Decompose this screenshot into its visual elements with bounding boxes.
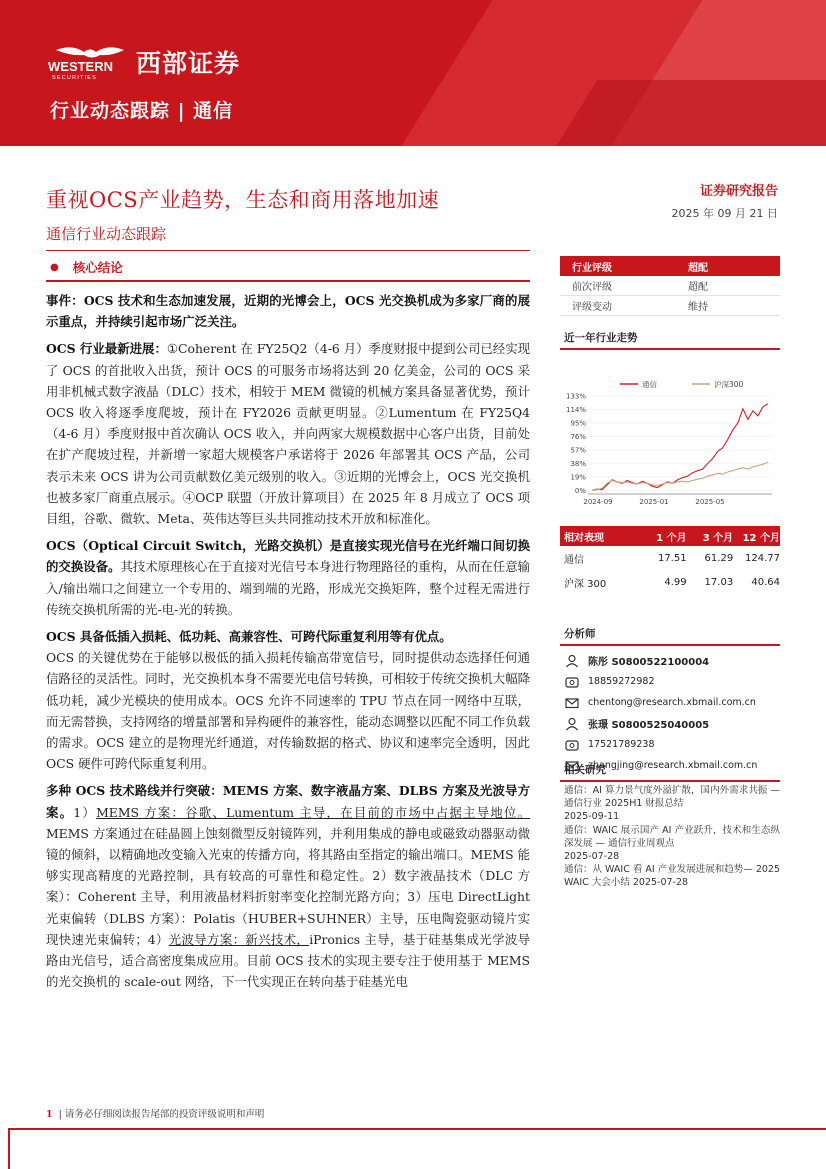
definition-paragraph [46,535,530,620]
y-tick-label: 133% [565,392,586,401]
performance-value: 61.29 [704,552,734,564]
tech-route-paragraph [46,780,530,992]
analyst-email-text[interactable]: chentong@research.xbmail.com.cn [588,697,756,708]
rating-table [560,256,780,316]
rating-row-value: 维持 [688,302,708,313]
related-item-date: 2025-07-28 [564,851,620,863]
tech-route-waveguide: 光波导方案：新兴技术， [168,931,310,947]
performance-value: 40.64 [751,576,780,588]
advantage-body-paragraph [46,647,530,774]
analyst-phone-text: 17521789238 [588,739,655,750]
analyst-phone [560,671,780,692]
section-divider [560,780,780,782]
phone-icon [564,674,580,690]
related-item-text[interactable]: 通信：WAIC 展示国产 AI 产业跃升，技术和生态纵深发展 — 通信行业周观点 [564,824,780,849]
related-item[interactable] [560,784,780,824]
trend-chart [560,350,780,520]
tech-route-mems: MEMS 方案：谷歌、Lumentum 主导，在目前的市场中占据主导地位。 [96,804,531,820]
legend-label: 沪深300 [714,380,744,389]
related-heading: 相关研究 [564,764,606,776]
report-category: 行业动态跟踪 | 通信 [50,100,234,122]
analyst-section [560,626,780,776]
person-icon [564,716,580,732]
analyst-name-text: 张璟 S0800525040005 [588,720,710,731]
advantage-lead: OCS 具备低插入损耗、低功耗、高兼容性、可跨代际重复利用等有优点。 [46,629,452,645]
analyst-email-text[interactable]: zhangjing@research.xbmail.com.cn [588,760,758,771]
page-footer [46,1106,264,1120]
analyst-name [560,713,780,734]
rating-row-label: 评级变动 [572,302,612,313]
logo-en-sub: SECURITIES [52,75,98,80]
report-date: 2025 年 09 月 21 日 [671,207,778,220]
x-tick-label: 2025-01 [639,498,669,506]
y-tick-label: 57% [570,446,586,455]
bull-logo-icon [46,44,132,80]
section-heading-text: 核心结论 [72,260,123,275]
trend-chart-section [560,330,780,524]
performance-value: 4.99 [664,576,687,588]
rating-header-value: 超配 [688,262,708,274]
bullet-icon: ● [50,261,59,273]
logo-mark [46,44,132,80]
analyst-email[interactable] [560,692,780,713]
performance-value: 17.51 [657,552,687,564]
progress-lead: OCS 行业最新进展： [46,341,167,357]
rating-row [560,296,780,316]
related-item-date: 2025-09-11 [564,811,620,823]
performance-header-cell: 1 个月 [656,532,687,544]
footer-disclaimer: | 请务必仔细阅读报告尾部的投资评级说明和声明 [58,1109,265,1120]
performance-name: 通信 [564,554,584,566]
y-tick-label: 114% [565,405,586,414]
x-tick-label: 2024-09 [583,498,613,506]
footer-rule [8,1128,826,1130]
company-logo [46,42,240,82]
analyst-phone-text: 18859272982 [588,676,655,687]
advantage-paragraph [46,626,530,647]
legend-label: 通信 [642,380,657,389]
person-icon [564,653,580,669]
rating-header-label: 行业评级 [572,262,612,274]
performance-header-cell: 相对表现 [564,532,604,544]
mail-icon [564,695,580,711]
tech-route-lead: 多种 OCS 技术路线并行突破：MEMS 方案、数字液晶方案、DLBS 方案及光波导方案。 [46,783,530,820]
performance-value: 17.03 [704,576,734,588]
y-tick-label: 19% [570,473,586,482]
event-paragraph [46,290,530,332]
x-tick-label: 2025-05 [695,498,725,506]
performance-row [560,570,780,594]
trend-chart-title: 近一年行业走势 [564,332,638,344]
performance-header-cell: 3 个月 [702,532,734,544]
rating-row-value: 超配 [688,282,708,293]
performance-value: 124.77 [744,552,780,564]
report-title: 重视OCS产业趋势，生态和商用落地加速 [46,188,440,212]
tech-route-c: iPronics 主导，基于硅基集成光学波导路由光信号，适合高密度集成应用。目前 OCS 技术的实现主要专注于使用基于 MEMS 的光交换机的 scale-out 网络，下一代实现正在转向基于硅基光电 [46,931,530,990]
series-line [592,462,768,490]
related-item[interactable] [560,863,780,889]
advantage-body: OCS 的关键优势在于能够以极低的插入损耗传输高带宽信号，同时提供动态选择任何通信路径的灵活性。同时，光交换机本身不需要光电信号转换，可相较于传统交换机大幅降低功耗，减少光模块的使用成本。OCS 允许不同速率的 TPU 节点在同一网络中互联，而无需替换，支持网络的增量部署和异构硬件的兼容性，能动态调整以匹配不同工作负载的需求。OCS 建立的是物理光纤通道，对传输数据的格式、协议和速率完全透明，因此 OCS 硬件可跨代际重复利用。 [46,650,530,772]
y-tick-label: 0% [574,486,586,495]
related-item-text[interactable]: 通信：AI 算力景气度外溢扩散，国内外需求共振 — 通信行业 2025H1 财报总结 [564,785,780,810]
progress-body: ①Coherent 在 FY25Q2（4-6 月）季度财报中提到公司已经实现了 OCS 的首批收入出货，预计 OCS 的可服务市场将达到 20 亿美金，公司的 OCS 采用非机械式数字液晶（DLC）技术，相较于 MEM 微镜的机械方案具备显著优势，预计 OCS 收入将逐季度爬坡，预计在 FY2026 贡献更明显。②Lumentum 在 FY25Q4（4-6 月）季度财报中首次确认 OCS 收入，并向两家大规模数据中心客户出货，目前处在扩产爬坡过程，并新增一家超大规模客户承诺将于 2026 年部署其 OCS 产品，公司表示未来 OCS 讲为公司贡献数亿美元级别的收入。③近期的光博会上，OCS 光交换机也被多家厂商重点展示。④OCP 联盟（开放计算项目）在 2025 年 8 月成立了 OCS 项目组，谷歌、微软、Meta、英伟达等巨头共同推动技术开放和标准化。 [46,341,531,527]
definition-lead: OCS（Optical Circuit Switch，光路交换机）是直接实现光信号在光纤端口间切换的交换设备。 [46,538,530,575]
related-item-date: 2025-07-28 [632,877,689,889]
event-text: 事件：OCS 技术和生态加速发展，近期的光博会上，OCS 光交换机成为多家厂商的展示重点，并持续引起市场广泛关注。 [46,293,530,330]
phone-icon [564,737,580,753]
title-divider [46,250,530,251]
performance-header-row [560,526,780,546]
header-banner [0,0,826,146]
section-heading [46,256,530,278]
performance-name: 沪深 300 [564,578,607,590]
analyst-heading: 分析师 [564,628,596,640]
analyst-phone [560,734,780,755]
performance-header-cell: 12 个月 [742,532,780,544]
doc-type: 证券研究报告 [699,184,778,199]
performance-row [560,546,780,570]
tech-route-b: MEMS 方案通过在硅晶圆上蚀刻微型反射镜阵列，并利用集成的静电或磁致动器驱动微镜的倾斜，以精确地改变输入光束的传播方向，将其路由至指定的输出端口。MEMS 能够实现高精度的光路控制，具有较高的可靠性和稳定性。2）数字液晶技术（DLC 方案）：Coherent 主导，利用液晶材料折射率变化控制光路方向；3）压电 DirectLight 光束偏转（DLBS 方案）：Polatis（HUBER+SUHNER）主导，压电陶瓷驱动镜片实现快速光束偏转；4） [46,825,530,947]
related-research-section [560,762,780,890]
definition-body: 其技术原理核心在于直接对光信号本身进行物理路径的重构，从而在任意输入/输出端口之间建立一个专用的、端到端的光路，形成光交换矩阵，整个过程无需进行传统交换机所需的光-电-光的转换。 [46,559,531,617]
analyst-name-text: 陈彤 S0800522100004 [588,657,710,668]
analyst-name [560,650,780,671]
tech-route-a: 1） [73,804,97,820]
section-divider [46,280,530,282]
rating-row-label: 前次评级 [572,282,612,293]
y-tick-label: 76% [570,432,586,441]
series-line [592,404,768,491]
main-column [46,256,530,993]
y-tick-label: 38% [570,459,586,468]
footer-rule-vertical [8,1128,10,1169]
rating-row [560,276,780,296]
progress-paragraph [46,338,530,529]
y-tick-label: 95% [570,419,586,428]
report-subtitle: 通信行业动态跟踪 [46,225,167,243]
logo-cn-text: 西部证券 [136,49,241,78]
logo-en: WESTERN [48,59,113,74]
related-item-text[interactable]: 通信：从 WAIC 看 AI 产业发展进展和趋势— 2025 WAIC 大会小结 [564,864,780,889]
performance-table [560,526,780,594]
related-item[interactable] [560,824,780,864]
page-number: 1 [46,1109,53,1120]
section-divider [560,644,780,646]
rating-header-row [560,256,780,276]
